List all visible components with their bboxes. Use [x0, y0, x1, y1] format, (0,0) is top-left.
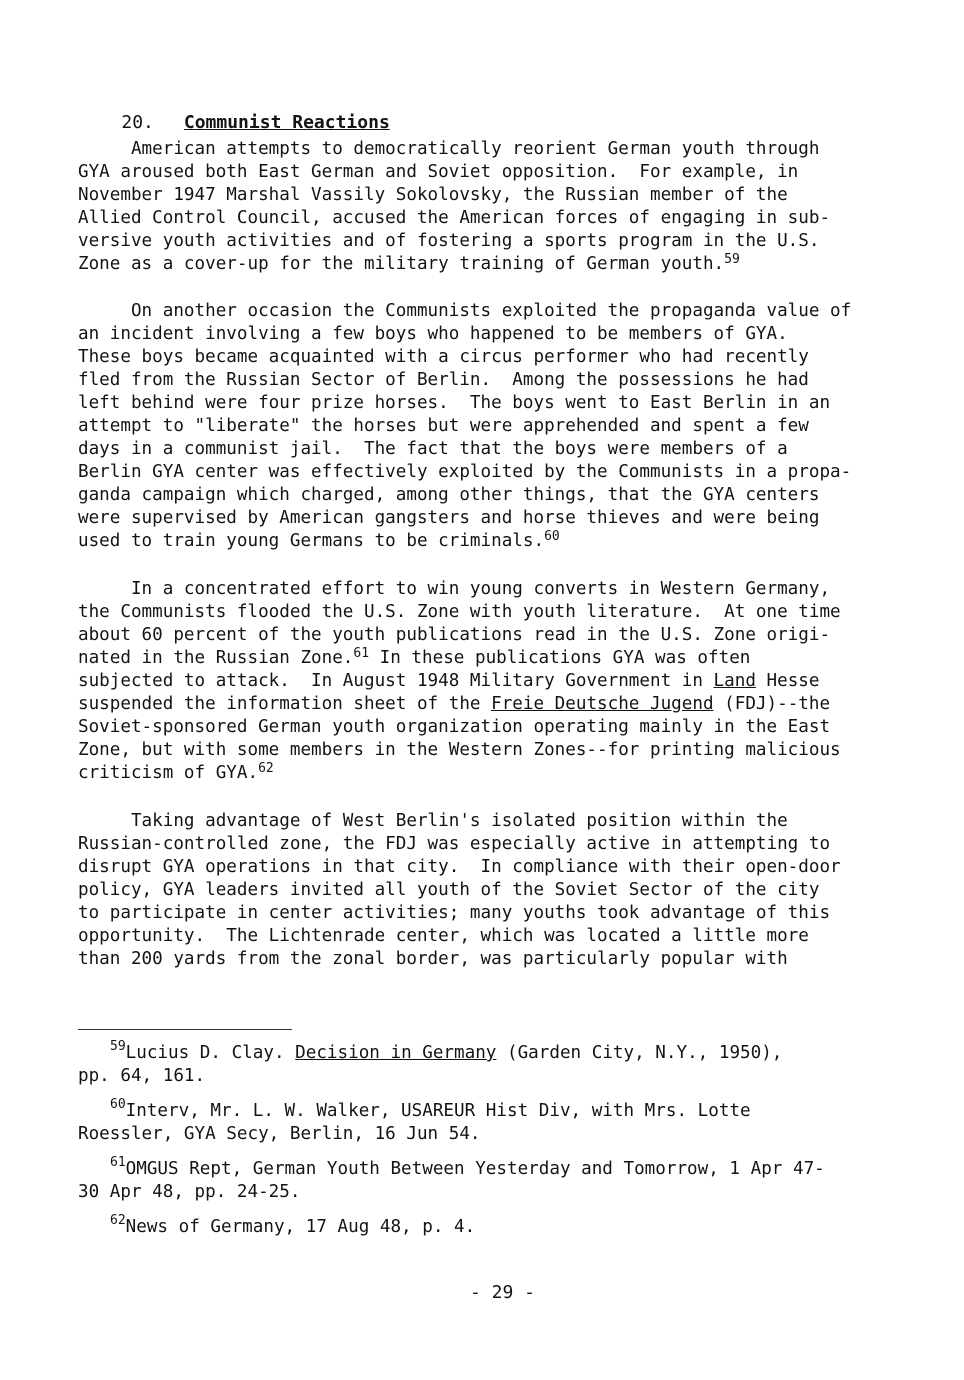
paragraph-line: left behind were four prize horses. The boys went to East Berlin in an: [78, 393, 831, 413]
footnote-ref: 60: [544, 529, 560, 544]
paragraph-line: than 200 yards from the zonal border, was particularly popular with: [78, 949, 788, 969]
paragraph-line: Allied Control Council, accused the American forces of engaging in sub-: [78, 208, 831, 228]
paragraph-line: Zone as a cover-up for the military training of German youth.$^{59}$: [78, 252, 740, 274]
paragraph-line: suspended the information sheet of the Freie Deutsche Jugend (FDJ)--the: [78, 694, 831, 714]
footnote-divider: [78, 1029, 292, 1030]
paragraph-line: On another occasion the Communists exploited the propaganda value of: [78, 301, 852, 321]
paragraph-line: about 60 percent of the youth publications read in the U.S. Zone origi-: [78, 625, 831, 645]
paragraph-line: opportunity. The Lichtenrade center, which was located a little more: [78, 926, 809, 946]
footnote-ref: 59: [724, 252, 740, 267]
paragraph-line: GYA aroused both East German and Soviet opposition. For example, in: [78, 162, 799, 182]
paragraph-line: subjected to attack. In August 1948 Military Government in Land Hesse: [78, 671, 820, 691]
paragraph-line: fled from the Russian Sector of Berlin. Among the possessions he had: [78, 370, 809, 390]
paragraph-line: policy, GYA leaders invited all youth of the Soviet Sector of the city: [78, 880, 820, 900]
paragraph-line: Zone, but with some members in the Western Zones--for printing malicious: [78, 740, 841, 760]
paragraph-line: November 1947 Marshal Vassily Sokolovsky, the Russian member of the: [78, 185, 788, 205]
footnote-59-cont: pp. 64, 161.: [78, 1066, 206, 1086]
paragraph-line: disrupt GYA operations in that city. In compliance with their open-door: [78, 857, 841, 877]
paragraph-line: Soviet-sponsored German youth organization operating mainly in the East: [78, 717, 831, 737]
paragraph-line: Russian-controlled zone, the FDJ was especially active in attempting to: [78, 834, 831, 854]
paragraph-line: Berlin GYA center was effectively exploited by the Communists in a propa-: [78, 462, 852, 482]
footnote-61-cont: 30 Apr 48, pp. 24-25.: [78, 1182, 301, 1202]
footnote-60-cont: Roessler, GYA Secy, Berlin, 16 Jun 54.: [78, 1124, 481, 1144]
paragraph-line: attempt to "liberate" the horses but were apprehended and spent a few: [78, 416, 809, 436]
paragraph-line: used to train young Germans to be criminals.$^{60}$: [78, 529, 560, 551]
paragraph-line: criticism of GYA.$^{62}$: [78, 761, 274, 783]
paragraph-line: American attempts to democratically reorient German youth through: [78, 139, 820, 159]
footnote-60: $^{60}$Interv, Mr. L. W. Walker, USAREUR Hist Div, with Mrs. Lotte: [110, 1097, 751, 1121]
footnote-ref: 61: [353, 646, 370, 661]
paragraph-line: Taking advantage of West Berlin's isolated position within the: [78, 811, 788, 831]
paragraph-line: days in a communist jail. The fact that the boys were members of a: [78, 439, 788, 459]
footnote-62: $^{62}$News of Germany, 17 Aug 48, p. 4.: [110, 1213, 476, 1237]
paragraph-line: ganda campaign which charged, among other things, that the GYA centers: [78, 485, 820, 505]
paragraph-line: were supervised by American gangsters and horse thieves and were being: [78, 508, 820, 528]
page-number: - 29 -: [470, 1282, 536, 1303]
section-number: 20.: [121, 112, 154, 133]
footnote-59: $^{59}$Lucius D. Clay. Decision in Germany (Garden City, N.Y., 1950),: [110, 1039, 783, 1063]
paragraph-line: to participate in center activities; many youths took advantage of this: [78, 903, 831, 923]
paragraph-line: nated in the Russian Zone.$^{61}$ In these publications GYA was often: [78, 646, 751, 668]
paragraph-line: In a concentrated effort to win young converts in Western Germany,: [78, 579, 831, 599]
paragraph-line: These boys became acquainted with a circus performer who had recently: [78, 347, 809, 367]
footnote-61: $^{61}$OMGUS Rept, German Youth Between Yesterday and Tomorrow, 1 Apr 47-: [110, 1155, 825, 1179]
paragraph-line: versive youth activities and of fostering a sports program in the U.S.: [78, 231, 820, 251]
paragraph-line: an incident involving a few boys who happened to be members of GYA.: [78, 324, 788, 344]
footnote-ref: 62: [258, 761, 274, 776]
paragraph-line: the Communists flooded the U.S. Zone with youth literature. At one time: [78, 602, 841, 622]
section-title: Communist Reactions: [183, 112, 390, 133]
